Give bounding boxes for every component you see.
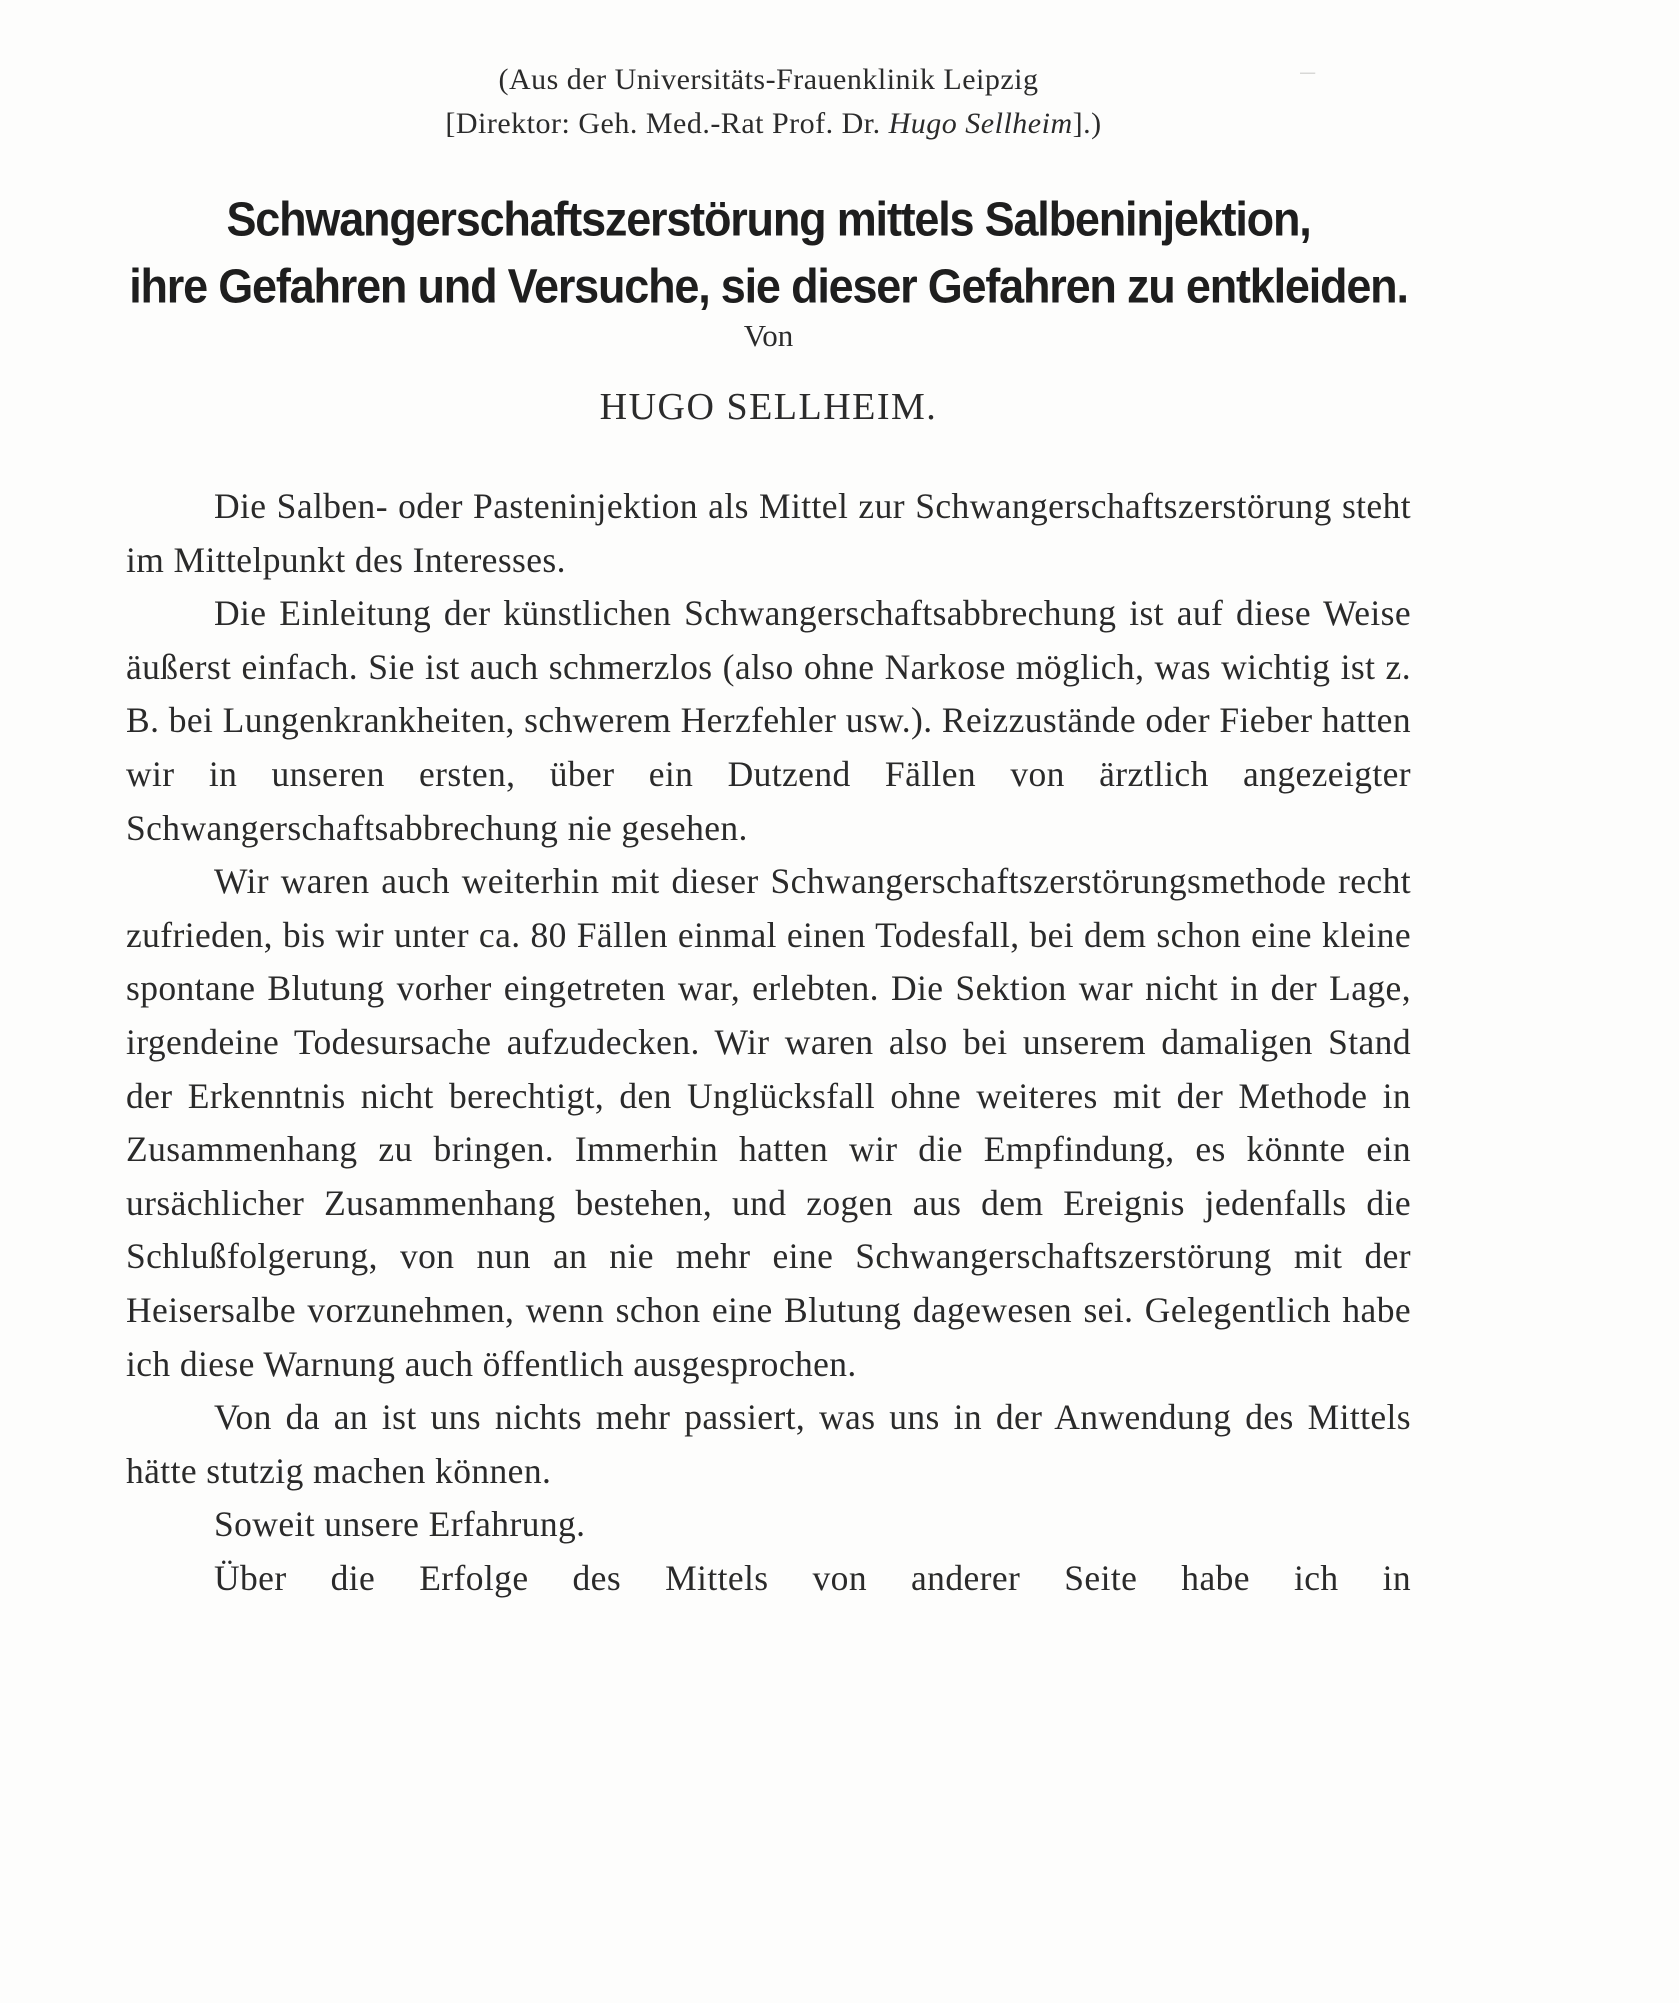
paragraph: Die Einleitung der künstlichen Schwangerschaftsabbrechung ist auf diese Weise äußerst einfach. Sie ist auch schmerzlos (also ohne Narkose möglich, was wichtig ist z. B. bei Lungenkrankheiten, schwerem Herzfehler usw.). Reizzustände oder Fieber hatten wir in unseren ersten, über ein Dutzend Fällen von ärztlich angezeigter Schwangerschaftsabbrechung nie gesehen. <box>126 593 1411 848</box>
bleed-through-text: _ <box>1300 44 1315 77</box>
affiliation-director-name: Hugo Sellheim <box>888 107 1073 140</box>
paragraph: Über die Erfolge des Mittels von anderer Seite habe ich in <box>214 1557 1411 1598</box>
author-name: HUGO SELLHEIM. <box>599 386 938 428</box>
paragraph: Soweit unsere Erfahrung. <box>214 1504 586 1545</box>
title-line-2: ihre Gefahren und Versuche, sie dieser Gefahren zu entkleiden. <box>129 258 1408 314</box>
byline-von: Von <box>743 318 794 353</box>
affiliation-line-1: (Aus der Universitäts-Frauenklinik Leipzig <box>498 63 1039 96</box>
paragraph: Von da an ist uns nichts mehr passiert, was uns in der Anwendung des Mittels hätte stutzig machen können. <box>126 1397 1411 1491</box>
paragraph: Die Salben- oder Pasteninjektion als Mittel zur Schwangerschaftszerstörung steht im Mittelpunkt des Interesses. <box>126 486 1411 580</box>
body-text <box>126 480 1411 1605</box>
article-title <box>126 186 1411 320</box>
affiliation-line-2 <box>136 102 1411 146</box>
affiliation-director-prefix: [Direktor: Geh. Med.-Rat Prof. Dr. <box>445 107 889 140</box>
affiliation-director-suffix: ].) <box>1072 107 1102 140</box>
paragraph: Wir waren auch weiterhin mit dieser Schwangerschaftszerstörungsmethode recht zufrieden, bis wir unter ca. 80 Fällen einmal einen Todesfall, bei dem schon eine kleine spontane Blutung vorher eingetreten war, erlebten. Die Sektion war nicht in der Lage, irgendeine Todesursache aufzudecken. Wir waren also bei unserem damaligen Stand der Erkenntnis nicht berechtigt, den Unglücksfall ohne weiteres mit der Methode in Zusammenhang zu bringen. Immerhin hatten wir die Empfindung, es könnte ein ursächlicher Zusammenhang bestehen, und zogen aus dem Ereignis jedenfalls die Schlußfolgerung, von nun an nie mehr eine Schwangerschaftszerstörung mit der Heisersalbe vorzunehmen, wenn schon eine Blutung dagewesen sei. Gelegentlich habe ich diese Warnung auch öffentlich ausgesprochen. <box>126 861 1411 1384</box>
affiliation-header <box>126 58 1411 146</box>
title-line-1: Schwangerschaftszerstörung mittels Salbeninjektion, <box>226 191 1311 247</box>
